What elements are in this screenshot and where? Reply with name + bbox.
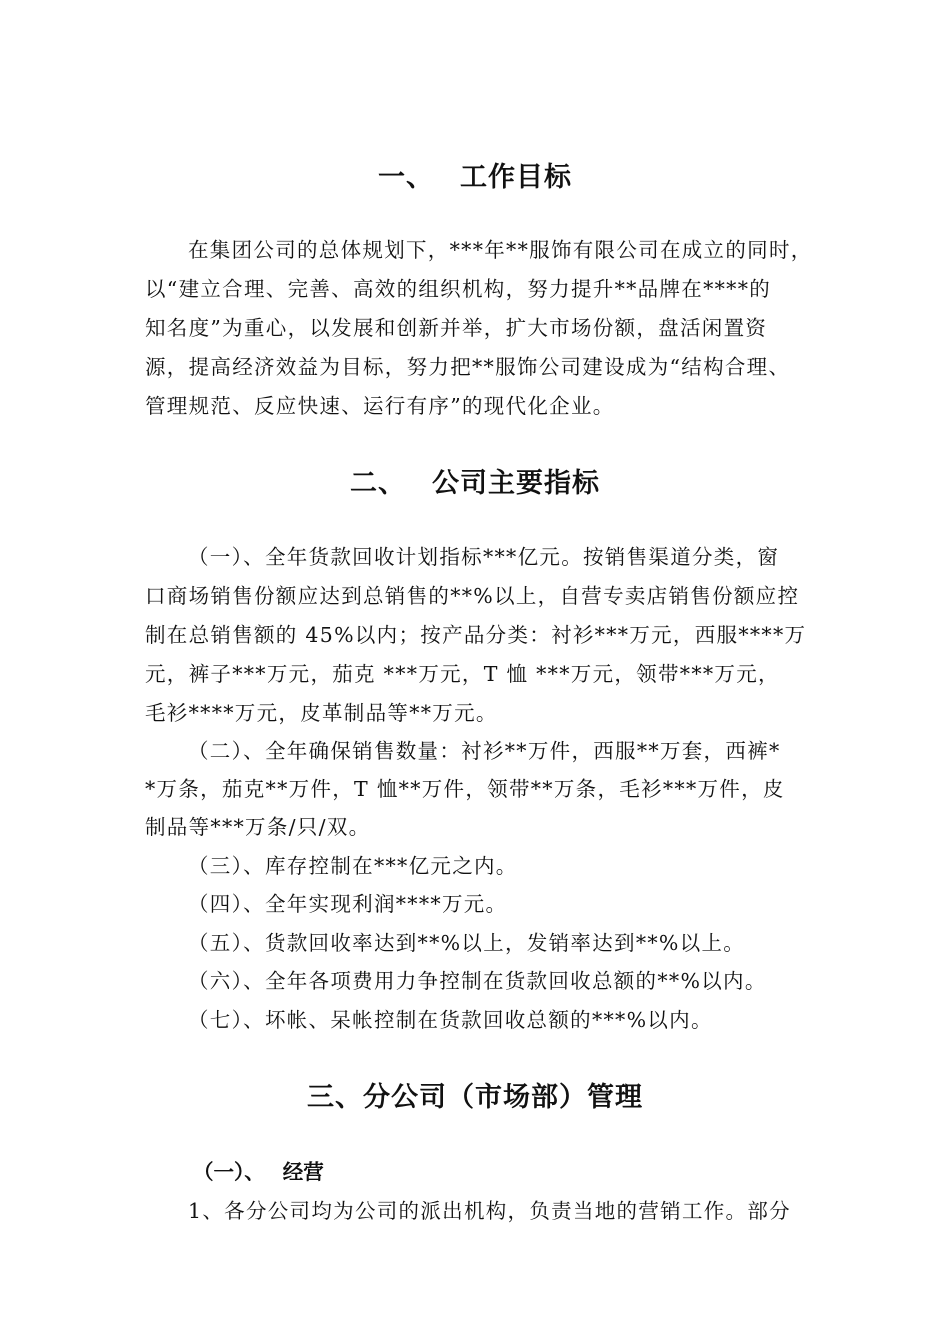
section-heading-indicators	[0, 461, 950, 500]
indicator-line: （三）、库存控制在***亿元之内。	[188, 854, 518, 878]
indicator-line: 元，裤子***万元，茄克 ***万元，T 恤 ***万元，领带***万元，	[145, 662, 780, 686]
paragraph-line: 1、各分公司均为公司的派出机构，负责当地的营销工作。部分	[188, 1199, 791, 1223]
indicator-line: （四）、全年实现利润****万元。	[188, 892, 508, 916]
section-title: 公司主要指标	[432, 468, 600, 499]
section-title: 三、分公司（市场部）管理	[307, 1082, 643, 1113]
section-title: 工作目标	[460, 162, 572, 193]
paragraph-line: 知名度”为重心，以发展和创新并举，扩大市场份额，盘活闲置资	[145, 316, 768, 340]
section-number: 一、	[378, 162, 434, 193]
indicator-line: 口商场销售份额应达到总销售的**%以上，自营专卖店销售份额应控	[145, 584, 800, 608]
indicator-line: 制品等***万条/只/双。	[145, 815, 371, 839]
subsection-heading-operations	[193, 1154, 324, 1191]
subsection-number: （一）、	[193, 1160, 265, 1184]
paragraph-line: 管理规范、反应快速、运行有序”的现代化企业。	[145, 394, 615, 418]
paragraph-line: 以“建立合理、完善、高效的组织机构，努力提升**品牌在****的	[145, 277, 772, 301]
indicator-line: *万条，茄克**万件，T 恤**万件，领带**万条，毛衫***万件，皮	[145, 777, 785, 801]
section-heading-goals	[0, 155, 950, 194]
indicator-line: （七）、坏帐、呆帐控制在货款回收总额的***%以内。	[188, 1008, 713, 1032]
indicator-line: （六）、全年各项费用力争控制在货款回收总额的**%以内。	[188, 969, 767, 993]
indicator-line: （五）、货款回收率达到**%以上，发销率达到**%以上。	[188, 931, 746, 955]
paragraph-line: 在集团公司的总体规划下，***年**服饰有限公司在成立的同时，	[188, 238, 813, 262]
indicator-line: （二）、全年确保销售数量：衬衫**万件，西服**万套，西裤*	[188, 739, 781, 763]
section-heading-branch-management	[0, 1075, 950, 1114]
section-number: 二、	[350, 468, 406, 499]
indicator-line: 毛衫****万元，皮革制品等**万元。	[145, 701, 498, 725]
indicator-line: （一）、全年货款回收计划指标***亿元。按销售渠道分类，窗	[188, 545, 780, 569]
indicator-line: 制在总销售额的 45%以内；按产品分类：衬衫***万元，西服****万	[145, 623, 807, 647]
paragraph-line: 源，提高经济效益为目标，努力把**服饰公司建设成为“结构合理、	[145, 355, 791, 379]
subsection-title: 经营	[282, 1160, 324, 1184]
